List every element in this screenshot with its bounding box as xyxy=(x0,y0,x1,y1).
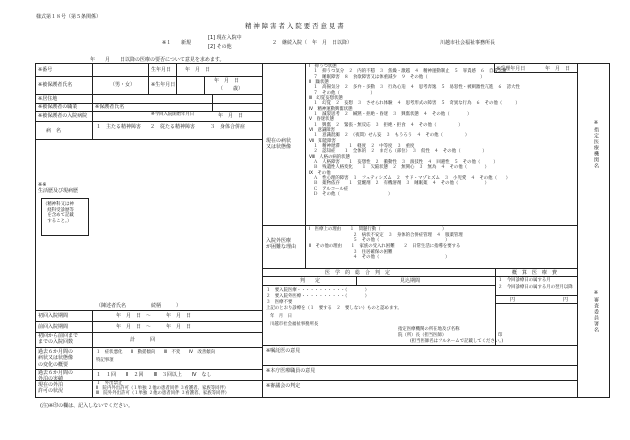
document-title: 精神障害者入院要否意見書 xyxy=(245,22,346,30)
hospital-start-label: ※今回入院開始年月日 xyxy=(151,112,195,117)
side-label-hospital: ※指定医療機関名 xyxy=(593,120,599,169)
illness-primary: １ 主たる精神障害 xyxy=(96,124,142,130)
current-permission-3: Ⅲ 院外外出許可（１単独 ２他の患者同伴 ３看護者、家族等同伴） xyxy=(96,391,230,396)
hospital-label: ※被保護者の入院病院 xyxy=(38,113,88,119)
cost-row-1: １ 今回診療日の属する月 xyxy=(498,278,551,283)
past6-label: 過去６か月間の 病状又は状態像 の変化の概要 xyxy=(38,349,74,368)
judgment-header: 医 学 的 総 合 判 定 xyxy=(325,270,391,276)
outing-value: １ １回 Ⅱ ２回 Ⅲ ３回以上 Ⅳ なし xyxy=(96,372,212,378)
special-note: 特記事項 xyxy=(96,358,114,363)
attendant-name-label: ※保護者氏名 xyxy=(95,104,125,110)
cost-header: 概 算 医 療 費 xyxy=(512,270,558,276)
cost-row-2: ２ 今回診療日の属する月の翌月以降 xyxy=(498,285,573,290)
age-value: （ 歳） xyxy=(218,86,244,92)
admission-count-value: 計 回 xyxy=(130,337,156,343)
history-note: （精神科又は神 経科受診歴等 を含めて記載 すること。） xyxy=(43,202,74,224)
receipt-date-value: 年 月 日 xyxy=(545,66,571,72)
birth-label: 生年月日 xyxy=(151,67,172,73)
birth-value: 年 月 日 xyxy=(185,67,211,73)
continued-admission-label: ２ 継続入院（ 年 月 日以降） xyxy=(272,40,353,46)
cost-unit-1: 円 xyxy=(510,297,516,303)
council-label: ※審議会の判定 xyxy=(266,383,301,389)
last-admission-value: 年 月 日 〜 年 月 日 xyxy=(116,324,192,330)
doctor-institution: 指定医療機関の所在地及び名称 xyxy=(398,327,460,332)
doctor-seal: 印 xyxy=(498,333,503,338)
dob-label: ※生年月日 xyxy=(151,82,176,88)
current-permission-1: １ 外出禁止 xyxy=(96,381,123,386)
hospital-start-value: 年 月 日 xyxy=(218,113,244,119)
cost-unit-2: 円 xyxy=(563,297,569,303)
illness-label: 病 名 xyxy=(46,128,62,134)
form-number: 様式第１８号（第５条関係） xyxy=(36,14,102,20)
outside-care-label: 入院外医療 が困難な理由 xyxy=(266,238,297,251)
address-label: ※居住地 xyxy=(38,96,58,102)
doctor-name: 院（所）長（担当医師） xyxy=(398,333,447,338)
left-right-divider xyxy=(262,63,263,398)
illness-secondary: ２ 従たる精神障害 xyxy=(150,124,196,130)
footnote: (注)※印の欄は、記入しないでください。 xyxy=(40,403,134,409)
sex-value: （男・女） xyxy=(110,82,136,88)
submitter-name: 川越市社会福祉事務所長 xyxy=(440,40,496,46)
decision-recipient: 川越市社会福祉事務所長 xyxy=(270,322,319,327)
judgment-col-1: 判 定 xyxy=(300,278,321,284)
symptom-label: 現在の病状 又は状態像 xyxy=(266,138,292,151)
request-date-line: 年 月 日以降の医療の要否について意見を求めます。 xyxy=(90,57,225,63)
illness-physical: ３ 身体合併症 xyxy=(210,124,246,130)
admission-option-2: [2] その他 xyxy=(208,44,232,50)
past6-options: １ 症状悪化 Ⅱ 動揺傾向 Ⅲ 不変 Ⅳ 改善傾向 xyxy=(96,350,216,355)
judgment-col-2: 見込期間 xyxy=(400,278,421,284)
dob-value: 年 月 日 xyxy=(214,78,240,84)
informant-line: （陳述者氏名 続柄 ） xyxy=(96,303,182,309)
last-admission-label: 前回入院期間 xyxy=(38,324,69,330)
note-mark: ※１ xyxy=(162,40,172,46)
symptom-checklist: Ⅰ 抑うつ状態 １ 抑うつ気分 ２ 内的不穏 ３ 焦燥・激越 ４ 精神運動制止 ５ 罪責感 ６ 自殺念慮 ７ 睡眠障害 ８ 食欲障害又は体重減少 ９ その他（ ） Ⅱ 躁状態 １ 高揚気分 ２ 多弁・多動 ３ 行為心迫 ４ 思考奔逸 ５ 易怒性・被刺激性亢進 ６ 誇大性 ７ その他（ ） Ⅲ 幻覚妄想状態 １ 幻覚 ２ 妄想 ３ させられ体験 ４ 思考形式の障害 ５ 奇異な行為 ６ その他（ ） Ⅳ 精神運動興奮状態 １ 滅裂思考 ２ 緘黙・拒絶・昏迷 ３ 興奮状態 ４ その他（ ） Ⅴ 昏迷状態 １ 興奮 ２ 緊張・無反応 ３ 拒絶・拒食 ４ その他（ ） Ⅵ 意識障害 １ 意識混濁 ２ （夜間）せん妄 ３ もうろう ４ その他（ ） Ⅶ 知能障害 １ 精神遅滞 １ 軽度 ２ 中等度 ３ 重度 ２ 認知症 １ 全体的 ２ まだら（部位） ３ 仮性 ４ その他（ ） Ⅷ 人格の病的状態 Ａ 人格障害 １ 妄想性 ２ 衝動性 ３ 演技性 ４ 回避性 ５ その他（ ） Ｂ 残遺性人格変化 １ 欠陥状態 ２ 無関心 ３ 無為 ４ その他（ ） Ⅸ その他 Ａ 性心理的障害 １ フェティシズム ２ サド・マゾヒズム ３ 小児愛 ４ その他（ ） Ｂ 薬物依存 １ 覚醒剤 ２ 有機溶剤 ３ 睡眠薬 ４ その他（ ） Ｃ アルコール症 Ｄ その他（ ） xyxy=(309,64,520,197)
new-admission-label: 新規 xyxy=(181,40,192,46)
receipt-date-label: ※受理年月日 xyxy=(496,66,526,72)
patient-name-label: ※被保護者氏名 xyxy=(38,82,73,88)
admission-option-1: [1] 現在入院中 xyxy=(208,35,242,41)
decision-text: 上記のとおり診療を（１ 要する ２ 要しない）ものと認めます。 xyxy=(266,306,402,311)
doctor-seal-note: (担当医師名はフルネームで記載してください。) xyxy=(410,339,504,344)
welfare-number-label: ※番号 xyxy=(38,67,53,73)
outing-label: 過去６か月間の 外泊の実績 xyxy=(38,370,74,383)
current-permission-label: 現在の外泊 許可の状況 xyxy=(38,382,64,395)
current-permission-2: Ⅱ 院内外出許可（１単独 ２他の患者同伴 ３看護者、家族等同伴） xyxy=(96,386,229,391)
outside-care-reasons: Ⅰ 医療上の理由 １ 問題行動（ ） ２ 病状不安定 ３ 身体的合併症管理 ４ 服薬管理 ５ その他（ ） Ⅱ その他の理由 １ 家族の受入れ困難 ２ 日常生活に指導を要する ３ 住居確保の困難 ４ その他（ ） xyxy=(309,227,463,261)
judgment-row-2: ２ 要入院外医療・・・・・・・・・・（ ） xyxy=(266,294,370,299)
history-label: ※※ 生活歴及び現病歴 xyxy=(38,182,79,195)
admission-count-label: 初回から前回まで までの入院回数 xyxy=(38,333,79,346)
welfare-opinion-label: ※本庁医療職員の意見 xyxy=(266,368,316,374)
side-label-reviewer: ※審査委員署名 xyxy=(593,290,599,333)
first-admission-label: 初回入院期間 xyxy=(38,313,69,319)
opinion-label: ※嘱託医の意見 xyxy=(266,348,301,354)
judgment-row-1: １ 要入院医療・・・・・・・・・・・（ ） xyxy=(266,288,370,293)
right-side-column-divider xyxy=(577,63,578,398)
judgment-row-3: ３ 医療不要 xyxy=(266,300,293,305)
job-label: ※被保護者の職業 xyxy=(38,104,78,110)
decision-date: 年 月 日 xyxy=(270,314,292,319)
first-admission-value: 年 月 日 〜 年 月 日 xyxy=(116,313,192,319)
